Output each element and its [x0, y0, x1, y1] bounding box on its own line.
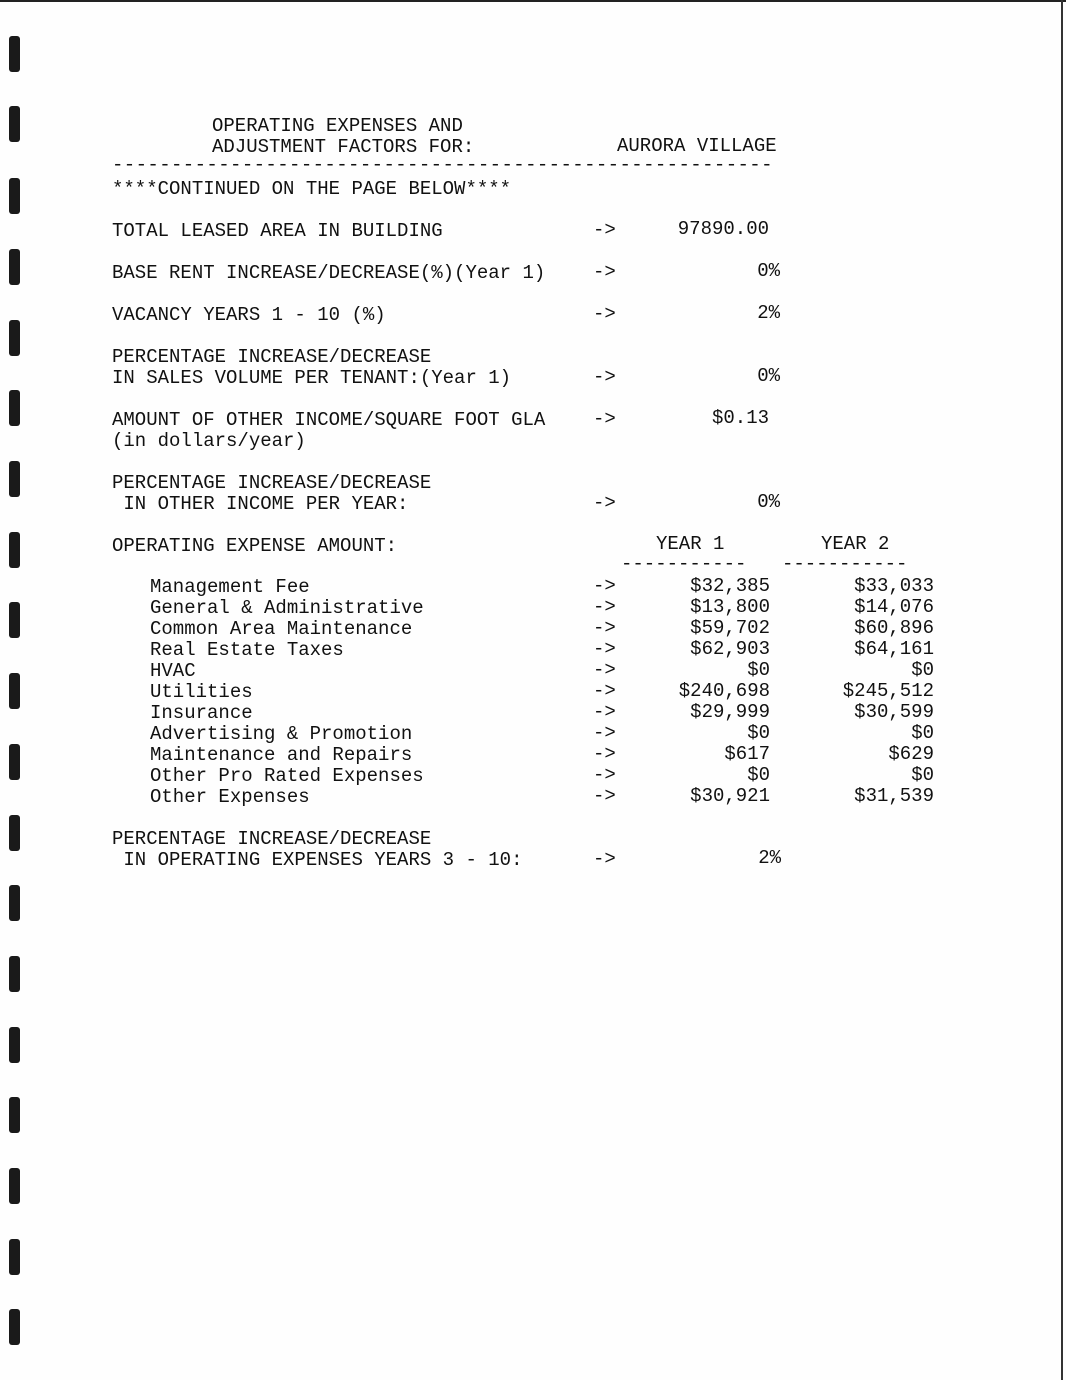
binder-hole: [9, 1309, 20, 1345]
table-row: [0, 597, 1066, 618]
table-row: [0, 723, 1066, 744]
year1-amount: $617: [724, 743, 770, 765]
binder-hole: [9, 461, 20, 497]
year2-amount: $33,033: [854, 575, 934, 597]
binder-hole: [9, 178, 20, 214]
year1-amount: $32,385: [690, 575, 770, 597]
factor-label: VACANCY YEARS 1 - 10 (%): [112, 304, 386, 326]
year1-amount: $0: [747, 764, 770, 786]
year1-amount: $240,698: [678, 680, 770, 702]
year1-amount: $29,999: [690, 701, 770, 723]
table-row: [0, 576, 1066, 597]
table-row: [0, 618, 1066, 639]
factor-label: IN SALES VOLUME PER TENANT:(Year 1): [112, 367, 512, 389]
expense-label: Advertising & Promotion: [150, 723, 413, 745]
binder-hole: [9, 1097, 20, 1133]
factor-value: 2%: [757, 302, 780, 324]
factor-label: TOTAL LEASED AREA IN BUILDING: [112, 220, 443, 242]
binder-hole: [9, 36, 20, 72]
continued-note: ****CONTINUED ON THE PAGE BELOW****: [112, 178, 512, 200]
arrow: ->: [593, 764, 616, 786]
header-rule: --------------------------------------------------------: [112, 154, 773, 176]
year2-amount: $30,599: [854, 701, 934, 723]
factor-label: PERCENTAGE INCREASE/DECREASE: [112, 472, 432, 494]
year2-amount: $0: [911, 659, 934, 681]
arrow: ->: [593, 680, 616, 702]
expense-label: Common Area Maintenance: [150, 618, 413, 640]
binder-hole: [9, 249, 20, 285]
col-header-year2: YEAR 2: [821, 533, 890, 555]
factor-label: IN OTHER INCOME PER YEAR:: [112, 493, 409, 515]
expense-label: HVAC: [150, 660, 196, 682]
arrow: ->: [593, 743, 616, 765]
col-rule-year2: -----------: [782, 553, 908, 575]
table-row: [0, 744, 1066, 765]
arrow: ->: [593, 261, 616, 283]
doc-title-line1: OPERATING EXPENSES AND: [212, 115, 463, 137]
table-row: [0, 681, 1066, 702]
year2-amount: $245,512: [842, 680, 934, 702]
arrow: ->: [593, 785, 616, 807]
year2-amount: $0: [911, 764, 934, 786]
binder-hole: [9, 815, 20, 851]
year1-amount: $62,903: [690, 638, 770, 660]
arrow: ->: [593, 848, 616, 870]
factor-value: 0%: [757, 365, 780, 387]
arrow: ->: [593, 219, 616, 241]
arrow: ->: [593, 303, 616, 325]
binder-hole: [9, 106, 20, 142]
year1-amount: $0: [747, 659, 770, 681]
factor-label: PERCENTAGE INCREASE/DECREASE: [112, 828, 432, 850]
year2-amount: $14,076: [854, 596, 934, 618]
year2-amount: $60,896: [854, 617, 934, 639]
col-header-year1: YEAR 1: [656, 533, 725, 555]
year1-amount: $30,921: [690, 785, 770, 807]
binder-hole: [9, 1239, 20, 1275]
binder-hole: [9, 1027, 20, 1063]
page-top-edge: [0, 0, 1066, 2]
arrow: ->: [593, 366, 616, 388]
year2-amount: $31,539: [854, 785, 934, 807]
year1-amount: $13,800: [690, 596, 770, 618]
factor-label: IN OPERATING EXPENSES YEARS 3 - 10:: [112, 849, 523, 871]
year2-amount: $629: [888, 743, 934, 765]
expense-label: Maintenance and Repairs: [150, 744, 413, 766]
expense-label: Insurance: [150, 702, 253, 724]
expense-label: General & Administrative: [150, 597, 424, 619]
col-rule-year1: -----------: [621, 553, 747, 575]
arrow: ->: [593, 701, 616, 723]
factor-value: 97890.00: [677, 218, 769, 240]
arrow: ->: [593, 638, 616, 660]
year2-amount: $64,161: [854, 638, 934, 660]
property-name: AURORA VILLAGE: [617, 135, 777, 157]
expense-label: Management Fee: [150, 576, 310, 598]
arrow: ->: [593, 408, 616, 430]
factor-label: AMOUNT OF OTHER INCOME/SQUARE FOOT GLA: [112, 409, 546, 431]
factor-label: BASE RENT INCREASE/DECREASE(%)(Year 1): [112, 262, 546, 284]
arrow: ->: [593, 575, 616, 597]
table-row: [0, 660, 1066, 681]
expense-label: Real Estate Taxes: [150, 639, 344, 661]
arrow: ->: [593, 617, 616, 639]
factor-label: PERCENTAGE INCREASE/DECREASE: [112, 346, 432, 368]
year1-amount: $59,702: [690, 617, 770, 639]
factor-value: 0%: [757, 260, 780, 282]
expense-heading: OPERATING EXPENSE AMOUNT:: [112, 535, 398, 557]
expense-label: Other Pro Rated Expenses: [150, 765, 424, 787]
arrow: ->: [593, 659, 616, 681]
table-row: [0, 786, 1066, 807]
factor-value: $0.13: [711, 407, 769, 429]
factor-label: (in dollars/year): [112, 430, 306, 452]
table-row: [0, 702, 1066, 723]
expense-label: Utilities: [150, 681, 253, 703]
factor-value: 2%: [758, 847, 781, 869]
year2-amount: $0: [911, 722, 934, 744]
binder-hole: [9, 320, 20, 356]
table-row: [0, 639, 1066, 660]
arrow: ->: [593, 596, 616, 618]
year1-amount: $0: [747, 722, 770, 744]
doc-title-line2: ADJUSTMENT FACTORS FOR:: [212, 136, 475, 158]
factor-value: 0%: [757, 491, 780, 513]
arrow: ->: [593, 722, 616, 744]
arrow: ->: [593, 492, 616, 514]
binder-hole: [9, 532, 20, 568]
table-row: [0, 765, 1066, 786]
binder-hole: [9, 956, 20, 992]
binder-hole: [9, 885, 20, 921]
binder-hole: [9, 1168, 20, 1204]
binder-hole: [9, 390, 20, 426]
expense-label: Other Expenses: [150, 786, 310, 808]
